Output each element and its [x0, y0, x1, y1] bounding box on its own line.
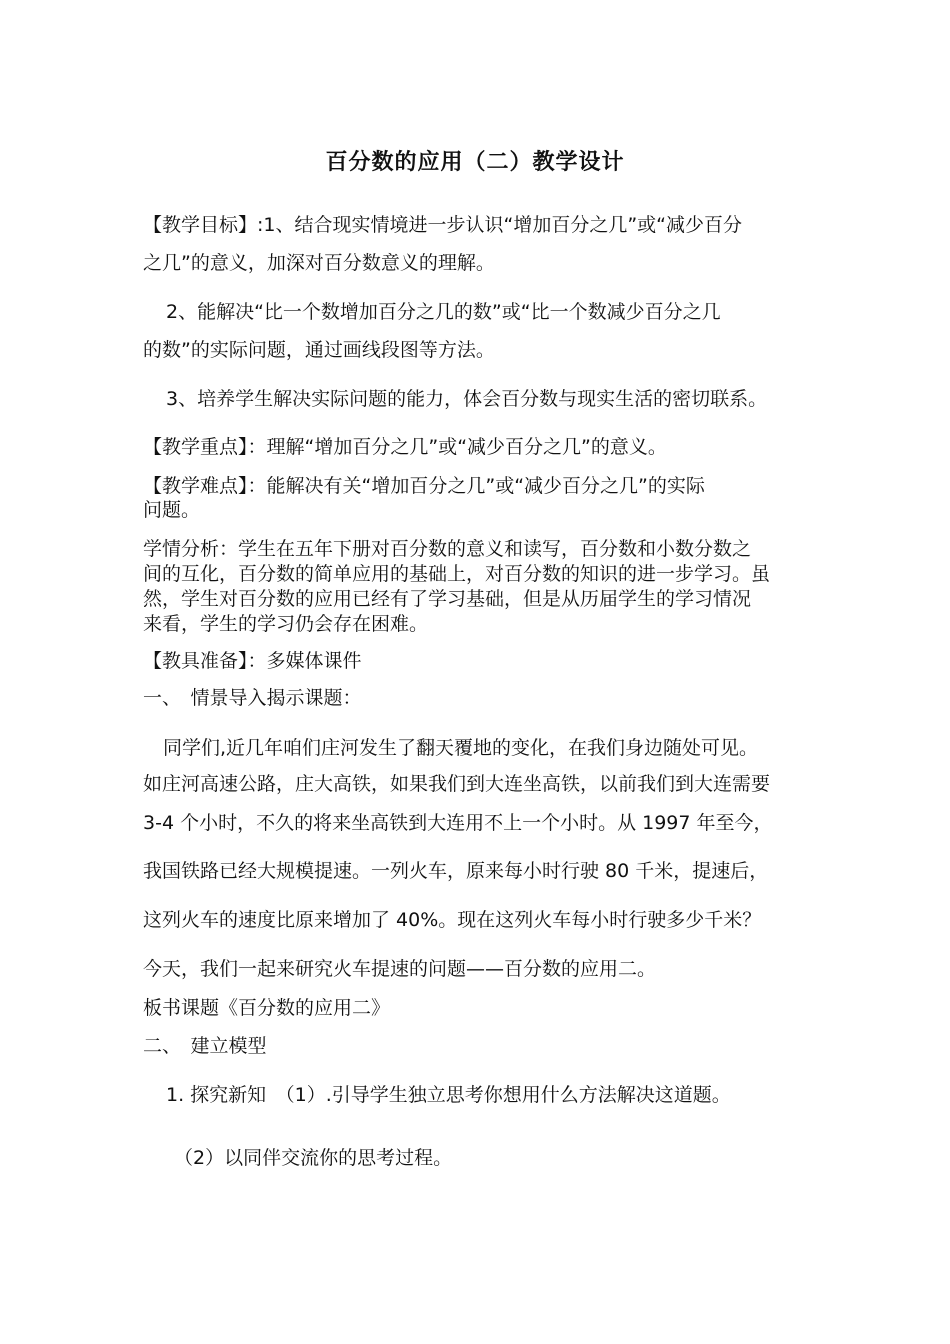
goals-item3: 3、培养学生解决实际问题的能力，体会百分数与现实生活的密切联系。 — [166, 388, 768, 410]
section-1-heading: 一、 情景导入揭示课题： — [143, 687, 362, 709]
document-title: 百分数的应用（二）教学设计 — [325, 150, 625, 175]
analysis-line-2: 间的互化，百分数的简单应用的基础上，对百分数的知识的进一步学习。虽 — [143, 563, 771, 585]
section-2-heading: 二、 建立模型 — [143, 1035, 267, 1057]
analysis-line-4: 来看，学生的学习仍会存在困难。 — [143, 613, 429, 635]
intro-line-4: 我国铁路已经大规模提速。一列火车，原来每小时行驶 80 千米，提速后， — [143, 860, 769, 882]
difficulty-line-1: 【教学难点】：能解决有关“增加百分之几”或“减少百分之几”的实际 — [143, 475, 705, 497]
analysis-line-1: 学情分析：学生在五年下册对百分数的意义和读写，百分数和小数分数之 — [143, 538, 752, 560]
analysis-line-3: 然，学生对百分数的应用已经有了学习基础，但是从历届学生的学习情况 — [143, 588, 752, 610]
tools-line: 【教具准备】：多媒体课件 — [143, 650, 362, 672]
intro-line-3: 3-4 个小时，不久的将来坐高铁到大连用不上一个小时。从 1997 年至今， — [143, 812, 773, 834]
step-1-line: 1. 探究新知 （1）.引导学生独立思考你想用什么方法解决这道题。 — [166, 1084, 731, 1106]
goals-line-1: 【教学目标】:1、结合现实情境进一步认识“增加百分之几”或“减少百分 — [143, 214, 743, 236]
intro-line-2: 如庄河高速公路，庄大高铁，如果我们到大连坐高铁，以前我们到大连需要 — [143, 773, 771, 795]
difficulty-line-2: 问题。 — [143, 499, 201, 521]
step-2-line: （2）以同伴交流你的思考过程。 — [174, 1147, 453, 1169]
intro-line-6: 今天，我们一起来研究火车提速的问题——百分数的应用二。 — [143, 958, 657, 980]
board-title-line: 板书课题《百分数的应用二》 — [143, 997, 391, 1019]
key-point: 【教学重点】：理解“增加百分之几”或“减少百分之几”的意义。 — [143, 436, 667, 458]
goals-item2-line-2: 的数”的实际问题，通过画线段图等方法。 — [143, 339, 495, 361]
goals-item2-line-1: 2、能解决“比一个数增加百分之几的数”或“比一个数减少百分之几 — [166, 301, 721, 323]
intro-line-5: 这列火车的速度比原来增加了 40%。现在这列火车每小时行驶多少千米？ — [143, 909, 762, 931]
goals-line-2: 之几”的意义，加深对百分数意义的理解。 — [143, 252, 495, 274]
intro-line-1: 同学们,近几年咱们庄河发生了翻天覆地的变化，在我们身边随处可见。 — [163, 737, 759, 759]
